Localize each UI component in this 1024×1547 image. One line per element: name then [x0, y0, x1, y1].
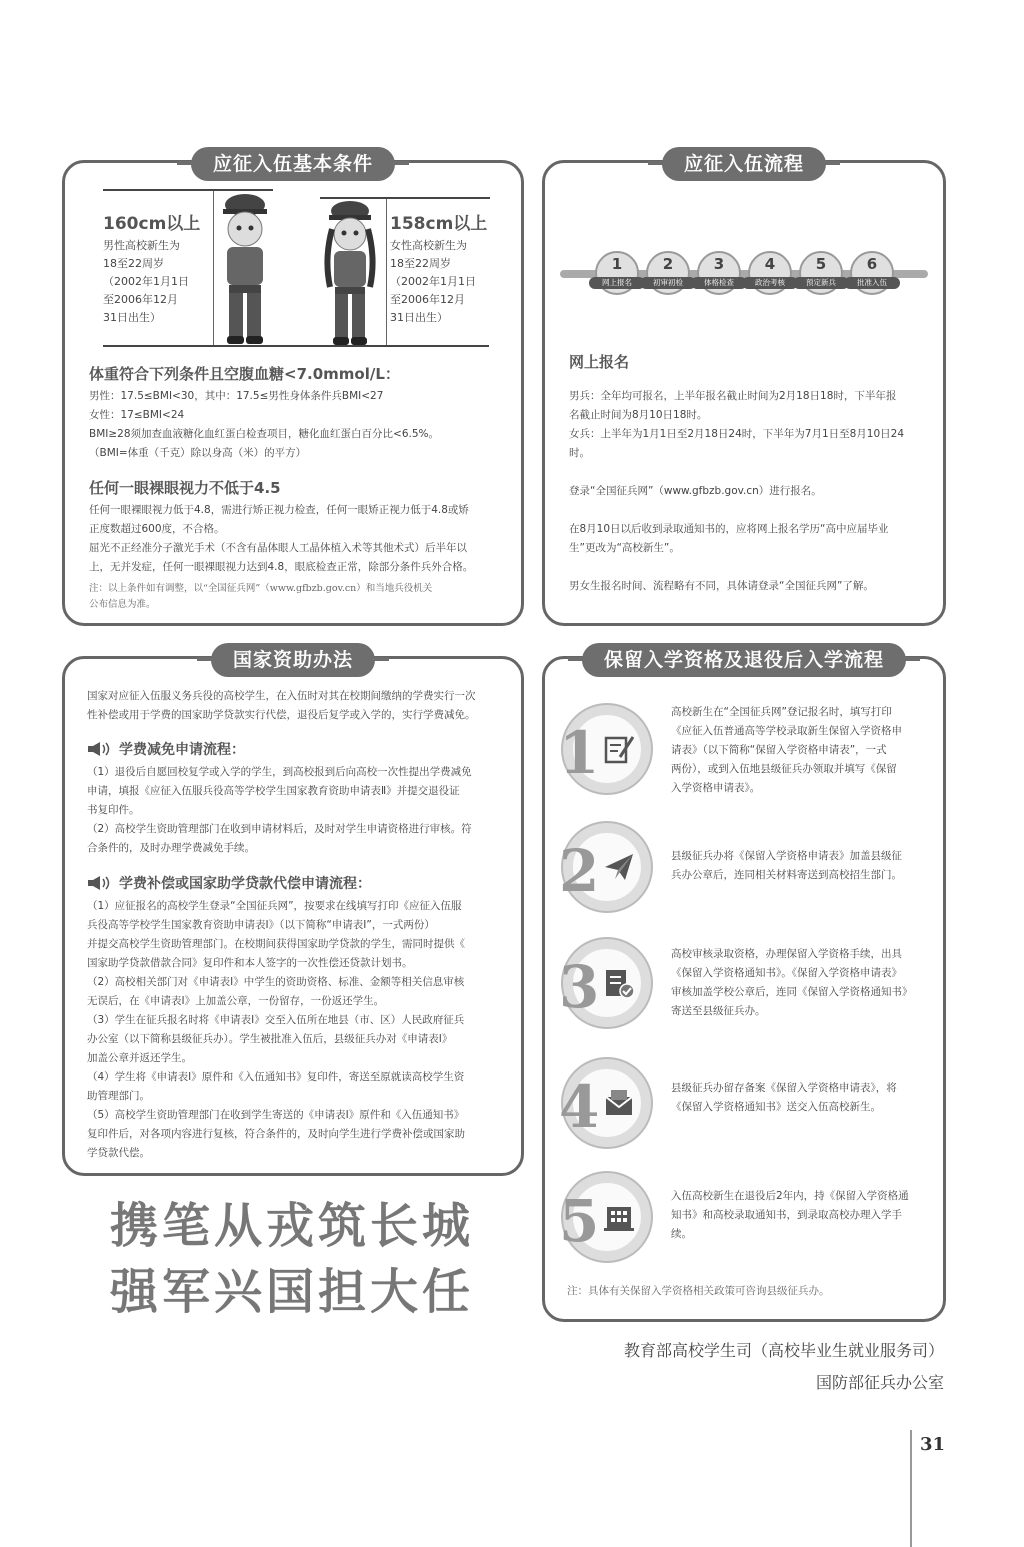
- online-registration-title: 网上报名: [569, 353, 630, 371]
- step-badge-4: 4: [563, 1059, 651, 1147]
- basic-conditions-panel: [62, 153, 524, 626]
- vision-lines: 任何一眼裸眼视力低于4.8，需进行矫正视力检查，任何一眼矫正视力低于4.8或矫 正度数超过600度，不合格。 屈光不正经准分子激光手术（不含有晶体眼人工晶体植入术等其他术式）后半年以 上，无并发症，任何一眼裸眼视力达到4.8，眼底检查正常，除部分条件兵外合格。: [89, 504, 474, 573]
- step-badge-1: 1: [563, 705, 651, 793]
- step-badge-3: 3: [563, 939, 651, 1027]
- panel-title: 应征入伍流程: [662, 147, 826, 181]
- panel-title: 保留入学资格及退役后入学流程: [582, 643, 906, 677]
- male-soldier-figure: [215, 191, 275, 346]
- vision-title: 任何一眼裸眼视力不低于4.5: [89, 479, 281, 497]
- state-aid-panel: [62, 649, 524, 1176]
- weight-lines: 男性：17.5≤BMI<30，其中：17.5≤男性身体条件兵BMI<27 女性：17≤BMI<24 BMI≥28须加查血液糖化血红蛋白检查项目，糖化血红蛋白百分比<6.5%。 （BMI=体重（千克）除以身高（米）的平方）: [89, 390, 439, 459]
- aid-intro: 国家对应征入伍服义务兵役的高校学生，在入伍时对其在校期间缴纳的学费实行一次 性补偿或用于学费的国家助学贷款实行代偿，退役后复学或入学的，实行学费减免。: [87, 690, 476, 721]
- page-divider: [910, 1430, 912, 1547]
- speaker-icon: [87, 876, 113, 890]
- female-age-text: 女性高校新生为 18至22周岁 （2002年1月1日 至2006年12月 31日出生）: [390, 239, 476, 324]
- enrollment-retention-panel: [542, 649, 946, 1322]
- document-check-icon: [603, 967, 635, 999]
- conditions-note: 注：以上条件如有调整，以“全国征兵网”（www.gfbzb.gov.cn）和当地兵役机关 公布信息为准。: [89, 583, 433, 610]
- building-icon: [603, 1201, 635, 1233]
- male-height: 160cm以上: [103, 214, 201, 234]
- female-soldier-figure: [320, 199, 380, 346]
- slogan-line-2: 强军兴国担大任: [110, 1264, 475, 1320]
- process-step-3: 3 体格检查: [697, 251, 741, 295]
- step-badge-2: 2: [563, 823, 651, 911]
- registration-text: 男兵：全年均可报名，上半年报名截止时间为2月18日18时，下半年报 名截止时间为8月10日18时。 女兵：上半年为1月1日至2月18日24时，下半年为7月1日至8月10日24 时。 登录“全国征兵网”（www.gfbzb.gov.cn）进行报名。 在8月10日以后收到录取通知书的，应将网上报名学历“高中应届毕业 生”更改为“高校新生”。 男女生报名时间、流程略有不同，具体请登录“全国征兵网”了解。: [569, 390, 905, 592]
- process-step-5: 5 预定新兵: [799, 251, 843, 295]
- step-text-1: 高校新生在“全国征兵网”登记报名时，填写打印 《应征入伍普通高等学校录取新生保留入学资格申 请表》（以下简称“保留入学资格申请表”，一式 两份），或到入伍地县级征兵办领取并填写《保留 入学资格申请表》。: [671, 706, 902, 794]
- compensation-steps: （1）应征报名的高校学生登录“全国征兵网”，按要求在线填写打印《应征入伍服 兵役高等学校学生国家教育资助申请表Ⅰ》（以下简称“申请表Ⅰ”，一式两份） 并提交高校学生资助管理部门。在校期间获得国家助学贷款的学生，需同时提供《 国家助学贷款借款合同》复印件和本人签字的一次性偿还贷款计划书。 （2）高校相关部门对《申请表Ⅰ》中学生的资助资格、标准、金额等相关信息审核 无误后，在《申请表Ⅰ》上加盖公章，一份留存，一份返还学生。 （3）学生在征兵报名时将《申请表Ⅰ》交至入伍所在地县（市、区）人民政府征兵 办公室（以下简称县级征兵办）。学生被批准入伍后，县级征兵办对《申请表Ⅰ》 加盖公章并返还学生。 （4）学生将《申请表Ⅰ》原件和《入伍通知书》复印件，寄送至原就读高校学生资 助管理部门。 （5）高校学生资助管理部门在收到学生寄送的《申请表Ⅰ》原件和《入伍通知书》 复印件后，对各项内容进行复核，符合条件的，及时向学生进行学费补偿或国家助 学贷款代偿。: [87, 900, 465, 1159]
- page-number: 31: [920, 1434, 946, 1455]
- process-step-4: 4 政治考核: [748, 251, 792, 295]
- step-text-5: 入伍高校新生在退役后2年内，持《保留入学资格通 知书》和高校录取通知书，到录取高校办理入学手 续。: [671, 1190, 909, 1240]
- male-age-text: 男性高校新生为 18至22周岁 （2002年1月1日 至2006年12月 31日出生）: [103, 239, 189, 324]
- process-step-2: 2 初审初检: [646, 251, 690, 295]
- tuition-waiver-heading: 学费减免申请流程：: [87, 739, 245, 759]
- panel-title: 应征入伍基本条件: [191, 147, 395, 181]
- process-step-6: 6 批准入伍: [850, 251, 894, 295]
- tuition-waiver-steps: （1）退役后自愿回校复学或入学的学生，到高校报到后向高校一次性提出学费减免 申请，填报《应征入伍服兵役高等学校学生国家教育资助申请表Ⅱ》并提交退役证 书复印件。 （2）高校学生资助管理部门在收到申请材料后，及时对学生申请资格进行审核。符 合条件的，及时办理学费减免手续。: [87, 766, 472, 854]
- mail-icon: [603, 1087, 635, 1119]
- speaker-icon: [87, 742, 113, 756]
- weight-title: 体重符合下列条件且空腹血糖<7.0mmol/L：: [89, 365, 400, 383]
- issuer-org-2: 国防部征兵办公室: [815, 1373, 944, 1392]
- panel-title: 国家资助办法: [211, 643, 375, 677]
- step-text-2: 县级征兵办将《保留入学资格申请表》加盖县级征 兵办公章后，连同相关材料寄送到高校招生部门。: [671, 850, 902, 881]
- slogan-line-1: 携笔从戎筑长城: [110, 1198, 475, 1254]
- step-badge-5: 5: [563, 1173, 651, 1261]
- retention-note: 注：具体有关保留入学资格相关政策可咨询县级征兵办。: [567, 1285, 830, 1297]
- height-ruler-base: [103, 345, 489, 347]
- enlistment-process-panel: [542, 153, 946, 626]
- issuer-org-1: 教育部高校学生司（高校毕业生就业服务司）: [623, 1341, 944, 1360]
- compensation-heading: 学费补偿或国家助学贷款代偿申请流程：: [87, 873, 371, 893]
- step-text-3: 高校审核录取资格，办理保留入学资格手续，出具 《保留入学资格通知书》。《保留入学资格申请表》 审核加盖学校公章后，连同《保留入学资格通知书》 寄送至县级征兵办。: [671, 948, 913, 1017]
- step-text-4: 县级征兵办留存备案《保留入学资格申请表》，将 《保留入学资格通知书》送交入伍高校新生。: [671, 1082, 897, 1113]
- female-height: 158cm以上: [390, 214, 488, 234]
- process-step-1: 1 网上报名: [595, 251, 639, 295]
- paper-plane-icon: [603, 851, 635, 883]
- form-edit-icon: [603, 733, 635, 765]
